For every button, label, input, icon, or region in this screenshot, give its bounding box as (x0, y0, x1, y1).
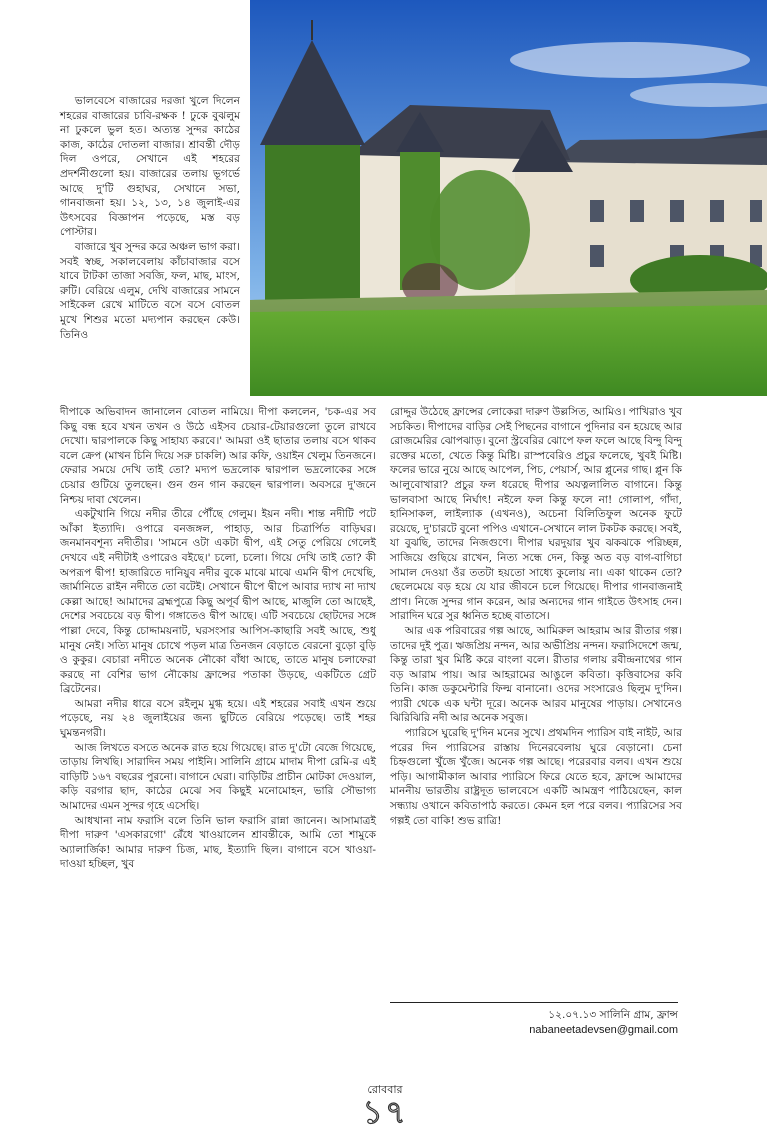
paragraph: আজ লিখতে বসতে অনেক রাত হয়ে গিয়েছে। রাত দু'টো বেজে গিয়েছে, তাড়ায় লিখছি। সারাদিন সময় পাইনি। সালিনি গ্রামে মাদাম দীপা রেমি-র এই বাড়িটি ১৬৭ বছরের পুরনো। বাগানে ঘেরা। বাড়িটির প্রাচীন মোটকা দেওয়াল, কড়ি বরগার ছাদ, কাঠের মেঝে সব কিছুই মনোমোহন, ভারি সৌভাগ্য আমাদের এমন সুন্দর গৃহে এসেছি। (60, 741, 376, 813)
paragraph: রোদ্দুর উঠেছে ফ্রান্সের লোকেরা দারুণ উল্লসিত, আমিও। পাখিরাও খুব সচকিত। দীপাদের বাড়ির সেই পিছনের বাগানে পুদিনার বন হয়েছে আর রোজমেরির ঝোপঝাড়। বুনো স্ট্রবেরির ঝোপে ফল ফলে আছে বিন্দু বিন্দু রক্তের মতো, খেতে কিন্তু মিষ্টি। রাস্পবেরিও প্রচুর ফলেছে, খুবই মিষ্টি। ফলের ভারে নুয়ে আছে আপেল, পিচ, পেয়ার্স, আর প্লুনের গাছ। প্লুন কি আলুবোখারা? প্রচুর ফল ধরেছে দীপার অযত্নলালিত বাগানে। কিন্তু ভালবাসা আছে নির্ঘাৎ! নইলে ফল কিন্তু ফলে না! গোলাপ, গাঁদা, হানিসাকল, লাইল্যাক (এখনও), অচেনা বিলিতিফুল অনেক ফুটে রয়েছে, দু'চারটে বুনো পপিও এখানে-সেখানে লাল টকটক করছে। সবই, যা বুঝছি, তাদের নিজগুণে। দীপার ঘরদুয়ার খুব ঝকঝকে পরিচ্ছন্ন, সাজিয়ে গুছিয়ে রাখেন, নিত্য সন্ধে দেন, কিন্তু অত বড় বাগ-বাগিচা সামাল দেওয়া ওঁর ততটা হয়তো সাধ্যে কুলোয় না। একা থাকেন তো? ছেলেমেয়ে বড় হয়ে যে যার জীবনে চলে গিয়েছে। দীপার গানবাজনাই প্রাণ। নিজে সুন্দর গান করেন, আর অন্যদের গান গাইতে উৎসাহ দেন। সারাদিন ঘরে সুর ধ্বনিত হচ্ছে বাতাসে। (390, 406, 682, 623)
article-column-left-bottom (60, 405, 376, 872)
paragraph: ভালবেসে বাজারের দরজা খুলে দিলেন শহরের বাজারের চাবি-রক্ষক ! ঢুকে বুঝলুম না ঢুকলে ভুল হত। অত্যন্ত সুন্দর কাঠের কাজ, কাঠের দোতলা বাজার। শ্রাবন্তী দৌড় দিল ওপরে, সেখানে এই শহরের প্রদর্শনীগুলো হয়। বাজারের তলায় ভূগর্ভে আছে দু'টি গুহাঘর, সেখানে সভা, গানবাজনা হয়। ১২, ১৩, ১৪ জুলাই-এর উৎসবের বিজ্ঞাপন পড়েছে, মস্ত বড় পোস্টার। (60, 95, 240, 239)
paragraph: আধখানা নাম ফরাসি বলে তিনি ভাল ফরাসি রান্না জানেন। আসামাত্রই দীপা দারুণ 'এসকারগো' রেঁধে খাওয়ালেন শ্রাবন্তীকে, আমি তো শামুকে অ্যালার্জিক! আমার দারুণ চিজ, মাছ, ইত্যাদি ছিল। বাগানে বসে খাওয়া-দাওয়া হচ্ছিল, খুব (60, 814, 376, 871)
author-email: nabaneetadevsen@gmail.com (529, 1024, 678, 1036)
paragraph: আর এক পরিবারের গল্প আছে, আমিরুল আহরাম আর রীতার গল্প। তাদের দুই পুত্র। ঋজপ্রিয় নন্দন, আর অভীপ্রিয় নন্দন। ফরাসিদেশে জন্ম, কিন্তু তারা খুব মিষ্টি করে বাংলা বলে। রীতার গলায় রবীন্দ্রনাথের গান বড় আরাম পায়। আর আহরামের আঙুলে কবিতা। কৃত্তিবাসের কবি তিনি। কাজ ডকুমেন্টারি ফিল্ম বানানো। ওদের সংসারেও ছিলুম দু'দিন। প্যারী থেকে এক ঘন্টা দূরে। অনেক আরব মানুষের পাড়ায়। সেখানেও ঝিরিঝিরি নদী আর অনেক সবুজ। (390, 624, 682, 725)
article-column-left-top (60, 94, 240, 342)
magazine-name: রোববার (367, 1083, 403, 1096)
paragraph: দীপাকে অভিবাদন জানালেন বোতল নামিয়ে। দীপা কললেন, 'চক-এর সব কিছু বন্ধ হবে যখন তখন ও উঠে এইসব চেয়ার-টেয়ারগুলো তুলে রাখবে দেখো। দ্বারপালকে কিছু সাহায্য করবে।' আমরা ওই ছাতার তলায় বসে থাকব বলে ক্রেপ (মাখন চিনি দিয়ে সরু চাকলি) আর কফি, ওয়াইন খেলুম তিনজনে। ফেরার সময়ে দেখি তাই তো? মদ্যপ ভদ্রলোক দ্বারপাল ভদ্রলোকের সঙ্গে চেয়ার গুটিয়ে তুলছেন। গুন গুন গান করছেন দ্বারপাল। অবসরে দু'জনে নিশ্চয় দাবা খেলেন। (60, 406, 376, 506)
signoff (390, 1008, 678, 1038)
paragraph: একটুখানি গিয়ে নদীর তীরে পৌঁছে গেলুম। ইয়ন নদী। শান্ত নদীটি পটে আঁকা ইত্যাদি। ওপারে বনজঙ্গল, পাহাড়, আর চিত্রার্পিত বাড়িঘর। জনমানবশূন্য নদীতীর। 'সামনে ওটা একটা দ্বীপ, এই সেতু পেরিয়ে গেলেই দেখবে এই নদীটাই ওপারেও বইছে।' চলো, চলো। গিয়ে দেখি তাই তো? কী অপরূপ দ্বীপ! হাজারিতে দানিয়ুব নদীর বুকে মাঝে মাঝে এমনি দ্বীপ দেখেছি, জার্মানিতে রাইন নদীতে তো বটেই। সেখানে দ্বীপে দ্বীপে আবার দ্যাখ না দ্যাখ কেল্লা আছে! আমাদের ব্রহ্মপুত্রে কিছু অপূর্ব দ্বীপ আছে, মাজুলি তো আছেই, দেশের সবচেয়ে বড় দ্বীপ। গঙ্গাতেও দ্বীপ আছে। এটি সবচেয়ে ছোটদের সঙ্গে পাল্লা দেবে, কিন্তু চোদ্দাময়নাট, ঘরসংসার আপিস-কাছারি সবই আছে, শুধু মানুষ নেই। সত্যি মানুষ চোখে পড়ল মাত্র তিনজন বেড়াতে বেরনো বুড়ো বুড়ি ও কুকুর। বেচারা নদীতে অনেক নৌকো বাঁধা আছে, তাতে মানুষ চলাফেরা করছে না বেশির ভাগ নৌকোয় ফ্রান্সের পতাকা উড়ছে, একটিতে গ্রেট ব্রিটেনের। (60, 508, 376, 696)
castle-photo (250, 0, 767, 396)
dateline: ১২.০৭.১৩ সালিনি গ্রাম, ফ্রান্স (548, 1009, 678, 1021)
signoff-divider (390, 1002, 678, 1003)
paragraph: আমরা নদীর ধারে বসে রইলুম মুগ্ধ হয়ে। এই শহরের সবাই এখন শুয়ে পড়েছে, নয় ২৪ জুলাইয়ের জন্য ছুটিতে বেরিয়ে পড়েছে। তাই শহর ঘুমন্তনগরী। (60, 697, 376, 740)
paragraph: বাজারে খুব সুন্দর করে অঞ্চল ভাগ করা। সবই স্বচ্ছ, সকালবেলায় কাঁচাবাজার বসে যাবে টাটকা তাজা সবজি, ফল, মাছ, মাংস, রুটি। বেরিয়ে এলুম, দেখি বাজারের সামনে সাইকেল রেখে মাটিতে বসে বসে বোতল মুখে শিশুর মতো মদ্যপান করছেন কেউ। তিনিও (60, 240, 240, 341)
castle-photo-icon (250, 0, 767, 396)
paragraph: প্যারিসে ঘুরেছি দু'দিন মনের সুখে। প্রথমদিন প্যারিস বাই নাইট, আর পরের দিন প্যারিসের রাস্তায় দিনেরবেলায় ঘুরে বেড়ানো। চেনা চিহ্নগুলো খুঁজে খুঁজে। অনেক গল্প আছে। পরেরবার বলব। এখন শুয়ে পড়ি। আগামীকাল আবার প্যারিসে ফিরে যেতে হবে, ফ্রান্সে আমাদের মাননীয় ভারতীয় রাষ্ট্রদূত ভালবেসে একটি আমন্ত্রণ পাঠিয়েছেন, কাল সন্ধ্যায় ওখানে কবিতাপাঠ করতে। কেমন হল পরে বলব। প্যারিসের সব গল্পই তো বাকি! শুভ রাত্রি! (390, 727, 682, 827)
article-column-right (390, 405, 682, 828)
page-number: ১৭ (362, 1093, 408, 1131)
